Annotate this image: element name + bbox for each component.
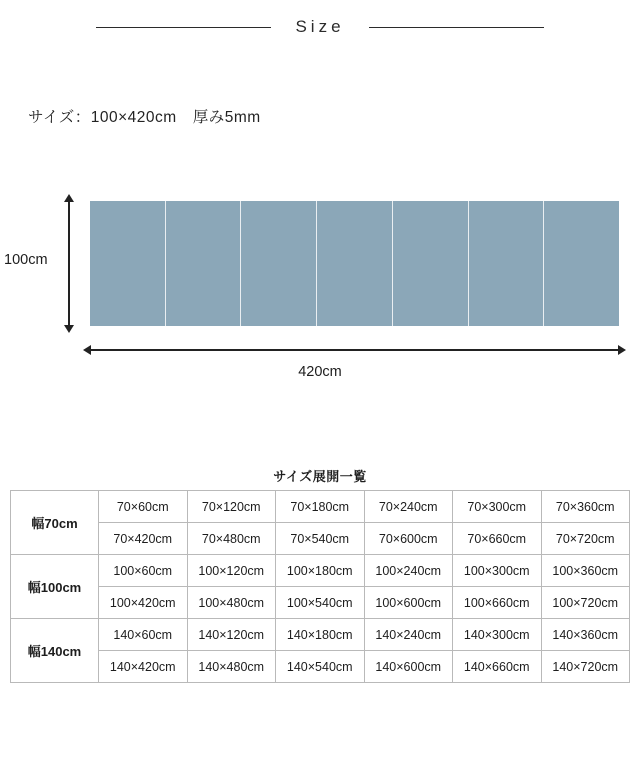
height-dimension-arrow — [68, 201, 70, 326]
table-cell: 100×300cm — [453, 555, 542, 587]
table-cell: 70×600cm — [364, 523, 453, 555]
page-title: Size — [295, 17, 345, 36]
table-cell: 100×240cm — [364, 555, 453, 587]
mat-panel — [90, 201, 166, 326]
table-row — [11, 619, 630, 651]
table-cell: 140×540cm — [276, 651, 365, 683]
mat-panel — [544, 201, 619, 326]
table-cell: 100×600cm — [364, 587, 453, 619]
table-cell: 140×420cm — [99, 651, 188, 683]
mat-panel — [469, 201, 545, 326]
table-cell: 70×660cm — [453, 523, 542, 555]
table-cell: 70×60cm — [99, 491, 188, 523]
table-cell: 140×360cm — [541, 619, 630, 651]
table-cell: 100×60cm — [99, 555, 188, 587]
table-row — [11, 555, 630, 587]
table-cell: 70×420cm — [99, 523, 188, 555]
table-cell: 70×720cm — [541, 523, 630, 555]
table-cell: 70×120cm — [187, 491, 276, 523]
table-row — [11, 587, 630, 619]
table-row — [11, 651, 630, 683]
table-cell: 100×720cm — [541, 587, 630, 619]
table-row — [11, 523, 630, 555]
mat-diagram — [0, 190, 640, 390]
size-caption: サイズ：100×420cm 厚み5mm — [28, 109, 261, 126]
size-variations-table — [10, 490, 630, 683]
mat-panel — [317, 201, 393, 326]
header-rule-left — [96, 27, 271, 28]
table-cell: 70×360cm — [541, 491, 630, 523]
width-dimension-arrow — [90, 349, 619, 351]
table-cell: 100×420cm — [99, 587, 188, 619]
table-cell: 140×300cm — [453, 619, 542, 651]
width-dimension-label: 420cm — [298, 364, 342, 380]
table-cell: 100×360cm — [541, 555, 630, 587]
row-header: 幅140cm — [11, 619, 99, 683]
table-cell: 140×240cm — [364, 619, 453, 651]
table-cell: 140×600cm — [364, 651, 453, 683]
table-cell: 70×480cm — [187, 523, 276, 555]
section-header — [0, 14, 640, 40]
table-cell: 70×300cm — [453, 491, 542, 523]
table-cell: 70×540cm — [276, 523, 365, 555]
mat-illustration — [90, 201, 619, 326]
mat-panel — [393, 201, 469, 326]
table-cell: 140×60cm — [99, 619, 188, 651]
table-cell: 100×480cm — [187, 587, 276, 619]
table-cell: 140×120cm — [187, 619, 276, 651]
table-cell: 140×180cm — [276, 619, 365, 651]
table-cell: 70×180cm — [276, 491, 365, 523]
mat-panel — [241, 201, 317, 326]
row-header: 幅70cm — [11, 491, 99, 555]
mat-panel — [166, 201, 242, 326]
header-rule-right — [369, 27, 544, 28]
height-dimension-label: 100cm — [4, 252, 48, 268]
table-cell: 100×180cm — [276, 555, 365, 587]
table-cell: 70×240cm — [364, 491, 453, 523]
table-cell: 140×660cm — [453, 651, 542, 683]
table-cell: 100×660cm — [453, 587, 542, 619]
table-cell: 140×720cm — [541, 651, 630, 683]
table-cell: 100×540cm — [276, 587, 365, 619]
table-title: サイズ展開一覧 — [273, 469, 367, 484]
table-cell: 100×120cm — [187, 555, 276, 587]
table-row — [11, 491, 630, 523]
table-cell: 140×480cm — [187, 651, 276, 683]
row-header: 幅100cm — [11, 555, 99, 619]
